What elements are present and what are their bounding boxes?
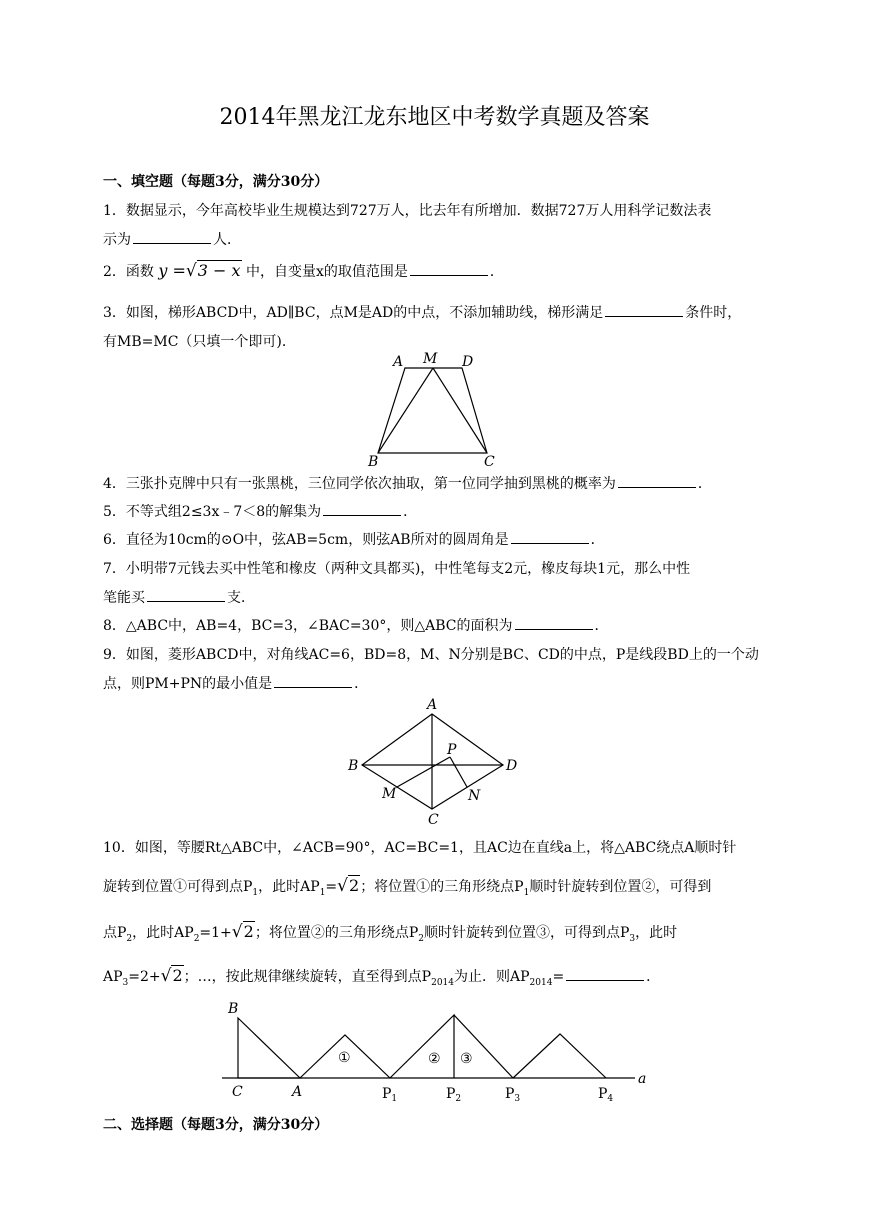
sqrt-symbol: √ — [160, 966, 172, 986]
q10-text: ；将位置②的三角形绕点P — [254, 925, 419, 941]
answer-blank-10[interactable] — [566, 966, 644, 981]
label-P2: $P_2$ — [446, 1086, 462, 1103]
q10-text: ． — [646, 969, 661, 985]
q10-text: AP — [103, 969, 123, 985]
circled-label-2: ② — [428, 1051, 441, 1067]
q10-text: =1+ — [199, 925, 232, 941]
label-C: C — [232, 1084, 243, 1100]
answer-blank-9[interactable] — [274, 673, 352, 688]
rotation-figure — [210, 995, 660, 1103]
question-4 — [103, 473, 712, 493]
label-P3: $P_3$ — [505, 1086, 521, 1103]
q6-text-b: ． — [590, 532, 605, 548]
q4-text-a: 4．三张扑克牌中只有一张黑桃，三位同学依次抽取，第一位同学抽到黑桃的概率为 — [103, 476, 616, 492]
question-2 — [103, 261, 504, 281]
answer-blank-6[interactable] — [511, 529, 589, 544]
label-M: M — [423, 351, 438, 367]
q3-text-a: 3．如图，梯形ABCD中，AD∥BC，点M是AD的中点，不添加辅助线，梯形满足 — [103, 305, 604, 321]
question-1-line-2 — [103, 229, 241, 249]
label-P1: $P_1$ — [382, 1086, 398, 1103]
subscript: 2 — [126, 933, 133, 944]
subscript: 1 — [319, 887, 326, 898]
q4-text-b: ． — [697, 476, 712, 492]
q10-text: = — [325, 879, 338, 895]
question-10-line-3 — [103, 922, 677, 944]
question-6 — [103, 529, 605, 549]
answer-blank-2[interactable] — [410, 261, 488, 276]
q6-text-a: 6．直径为10cm的⊙O中，弦AB=5cm，则弦AB所对的圆周角是 — [103, 532, 509, 548]
label-A: A — [292, 1084, 303, 1100]
label-B: B — [348, 758, 359, 774]
question-10-line-2 — [103, 876, 711, 898]
q7-text-b: 支． — [227, 590, 255, 606]
q1-text-b: 人． — [213, 232, 241, 248]
label-M: M — [382, 786, 397, 802]
circled-label-3: ③ — [460, 1051, 473, 1067]
label-D: D — [506, 758, 518, 774]
rhombus-figure — [340, 692, 530, 828]
section-multiple-choice-heading: 二、选择题（每题3分，满分30分） — [103, 1117, 329, 1133]
label-B: B — [228, 1001, 239, 1017]
question-7-line-1: 7．小明带7元钱去买中性笔和橡皮（两种文具都买)，中性笔每支2元，橡皮每块1元，那么中性 — [103, 561, 691, 577]
q9-text-a: 点，则PM+PN的最小值是 — [103, 676, 273, 692]
label-P: P — [447, 742, 457, 758]
sqrt-symbol: √ — [231, 922, 243, 942]
label-C: C — [428, 812, 439, 828]
q8-text-a: 8．△ABC中，AB=4，BC=3，∠BAC=30°，则△ABC的面积为 — [103, 618, 513, 634]
label-C: C — [484, 454, 495, 470]
sqrt-symbol: √ — [337, 876, 348, 896]
label-A: A — [393, 354, 404, 370]
question-3-line-2: 有MB=MC（只填一个即可)． — [103, 334, 296, 350]
label-D: D — [462, 354, 474, 370]
q10-text: 为止．则AP — [454, 969, 530, 985]
question-5 — [103, 501, 417, 521]
q10-text: ；将位置①的三角形绕点P — [360, 879, 524, 895]
section-fill-blank-heading: 一、填空题（每题3分，满分30分） — [103, 174, 329, 190]
q10-text: =2+ — [128, 969, 161, 985]
answer-blank-7[interactable] — [147, 587, 225, 602]
circled-label-1: ① — [338, 1050, 351, 1066]
answer-blank-5[interactable] — [323, 501, 401, 516]
q2-text-c: ． — [489, 264, 504, 280]
radicand: 2 — [243, 922, 254, 941]
trapezoid-figure — [360, 348, 510, 470]
q10-text: ；…，按此规律继续旋转，直至得到点P — [183, 969, 432, 985]
q3-text-b: 条件时， — [685, 305, 742, 321]
subscript: 2014 — [529, 977, 553, 988]
q2-text-b: 中，自变量x的取值范围是 — [245, 264, 408, 280]
label-N: N — [468, 788, 481, 804]
answer-blank-8[interactable] — [515, 615, 593, 630]
question-7-line-2 — [103, 587, 255, 607]
answer-blank-4[interactable] — [618, 473, 696, 488]
subscript: 3 — [122, 977, 129, 988]
q10-text: 点P — [103, 925, 127, 941]
subscript: 2 — [418, 933, 424, 944]
q2-radicand: 3 − x — [197, 261, 241, 280]
subscript: 1 — [523, 887, 530, 898]
sqrt-symbol: √ — [185, 261, 197, 281]
q2-function-lhs: y = — [158, 261, 186, 280]
subscript: 2014 — [431, 977, 454, 988]
q2-text-a: 2．函数 — [103, 264, 154, 280]
q8-text-b: ． — [594, 618, 609, 634]
question-1-line-1: 1．数据显示，今年高校毕业生规模达到727万人，比去年有所增加．数据727万人用科学记数法表 — [103, 203, 712, 219]
question-8 — [103, 615, 609, 635]
q9-text-b: ． — [354, 676, 369, 692]
q5-text-b: ． — [403, 504, 418, 520]
radicand: 2 — [349, 876, 360, 895]
answer-blank-1[interactable] — [133, 229, 211, 244]
question-10-line-1: 10．如图，等腰Rt△ABC中，∠ACB=90°，AC=BC=1，且AC边在直线a上，将△ABC绕点A顺时针 — [103, 840, 737, 856]
label-line-a: a — [638, 1071, 647, 1087]
subscript: 2 — [193, 933, 200, 944]
q7-text-a: 笔能买 — [103, 590, 145, 606]
q10-text: ，此时AP — [258, 879, 320, 895]
question-9-line-1: 9．如图，菱形ABCD中，对角线AC=6，BD=8，M、N分别是BC、CD的中点，P是线段BD上的一个动 — [103, 647, 759, 663]
label-A: A — [427, 697, 438, 713]
subscript: 1 — [252, 887, 259, 898]
label-B: B — [368, 454, 379, 470]
q10-text: 顺时针旋转到位置③，可得到点P — [423, 925, 630, 941]
question-10-line-4 — [103, 966, 660, 988]
q1-text-a: 示为 — [103, 232, 131, 248]
answer-blank-3[interactable] — [605, 302, 683, 317]
question-3-line-1 — [103, 302, 741, 322]
question-9-line-2 — [103, 673, 368, 693]
q5-text-a: 5．不等式组2≤3x﹣7＜8的解集为 — [103, 504, 322, 520]
q10-text: 顺时针旋转到位置②，可得到 — [529, 879, 712, 895]
label-P4: $P_4$ — [598, 1086, 614, 1103]
q10-text: 旋转到位置①可得到点P — [103, 879, 253, 895]
q10-text: ，此时AP — [132, 925, 194, 941]
q10-text: ，此时 — [635, 925, 678, 941]
page-title: 2014年黑龙江龙东地区中考数学真题及答案 — [219, 105, 650, 130]
radicand: 2 — [172, 966, 183, 985]
subscript: 3 — [629, 933, 636, 944]
q10-text: = — [552, 969, 565, 985]
